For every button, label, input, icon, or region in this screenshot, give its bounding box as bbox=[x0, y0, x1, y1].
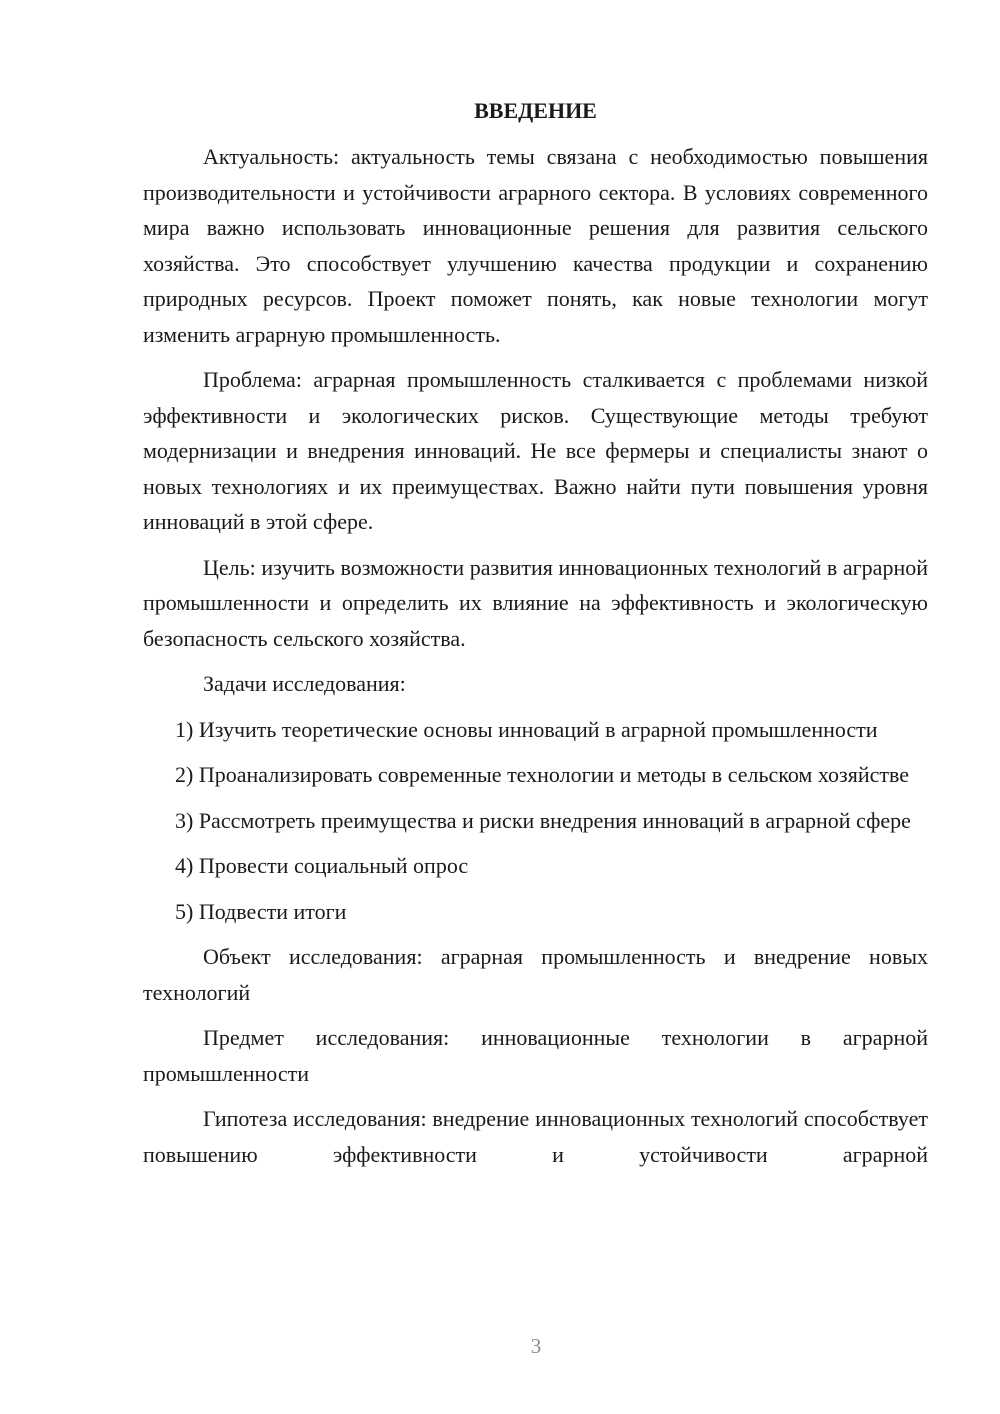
task-item: 3) Рассмотреть преимущества и риски внедрения инноваций в аграрной сфере bbox=[175, 807, 911, 833]
task-item: 2) Проанализировать современные технологии и методы в сельском хозяйстве bbox=[175, 762, 909, 787]
object-paragraph: Объект исследования: аграрная промышленность и внедрение новых технологий bbox=[143, 944, 928, 1005]
page-content bbox=[143, 96, 928, 1172]
hypothesis-paragraph: Гипотеза исследования: внедрение инновационных технологий способствует повышению эффективности и устойчивости аграрной bbox=[143, 1106, 928, 1167]
task-item: 5) Подвести итоги bbox=[175, 898, 347, 924]
tasks-heading: Задачи исследования: bbox=[203, 671, 406, 696]
relevance-paragraph: Актуальность: актуальность темы связана с необходимостью повышения производительности и устойчивости аграрного сектора. В условиях современного мира важно использовать инновационные решения для развития сельского хозяйства. Это способствует улучшению качества продукции и сохранению природных ресурсов. Проект поможет понять, как новые технологии могут изменить аграрную промышленность. bbox=[143, 144, 928, 347]
task-item: 1) Изучить теоретические основы инноваций в аграрной промышленности bbox=[175, 716, 878, 742]
subject-paragraph: Предмет исследования: инновационные технологии в аграрной промышленности bbox=[143, 1025, 928, 1086]
task-item: 4) Провести социальный опрос bbox=[175, 853, 469, 878]
section-heading: ВВЕДЕНИЕ bbox=[474, 98, 597, 123]
problem-paragraph: Проблема: аграрная промышленность сталкивается с проблемами низкой эффективности и экологических рисков. Существующие методы требуют модернизации и внедрения инноваций. Не все фермеры и специалисты знают о новых технологиях и их преимуществах. Важно найти пути повышения уровня инноваций в этой сфере. bbox=[143, 367, 928, 534]
goal-paragraph: Цель: изучить возможности развития инновационных технологий в аграрной промышленности и определить их влияние на эффективность и экологическую безопасность сельского хозяйства. bbox=[143, 554, 928, 651]
page-number: 3 bbox=[530, 1334, 542, 1358]
